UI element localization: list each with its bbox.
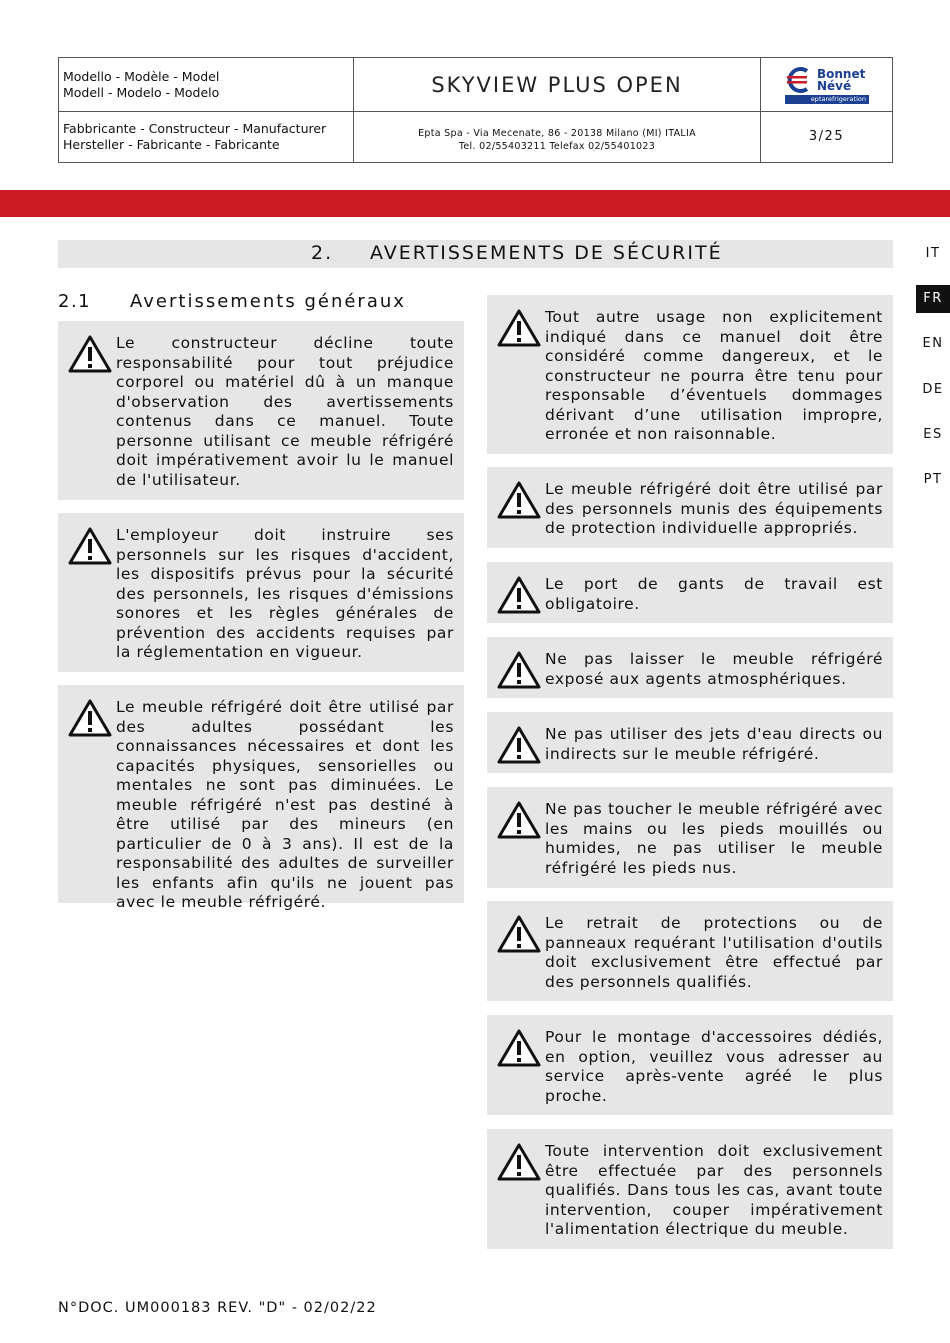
warning-box — [487, 295, 893, 454]
warning-box — [487, 467, 893, 548]
warning-text: Le port de gants de travail est obligatoire. — [545, 575, 883, 613]
lang-tab-pt[interactable]: PT — [916, 466, 950, 494]
warning-box — [487, 1015, 893, 1115]
lang-tab-fr[interactable]: FR — [916, 285, 950, 313]
warning-text: Ne pas laisser le meuble réfrigéré exposé aux agents atmosphériques. — [545, 650, 883, 688]
warning-triangle-icon — [497, 726, 541, 764]
warning-triangle-icon — [497, 576, 541, 614]
warning-text: Le meuble réfrigéré doit être utilisé par des adultes possédant les connaissances nécessaires et dont les capacités physiques, sensorielles ou mentales ne sont pas diminuées. Le meuble réfrigéré n'est pas destiné à être utilisé par des mineurs (en particulier de 0 à 3 ans). Il est de la responsabilité des adultes de surveiller les enfants afin qu'ils ne jouent pas avec le meuble réfrigéré. — [116, 698, 454, 911]
warning-text: Ne pas toucher le meuble réfrigéré avec les mains ou les pieds mouillés ou humides, ne pas utiliser le meuble réfrigéré les pieds nus. — [545, 800, 883, 877]
lang-tab-it[interactable]: IT — [916, 240, 950, 268]
warning-box — [58, 321, 464, 500]
warning-triangle-icon — [497, 309, 541, 347]
warning-box — [487, 787, 893, 888]
warning-text: Le constructeur décline toute responsabilité pour tout préjudice corporel ou matériel dû à un manque d'observation des avertissements contenus dans ce manuel. Toute personne utilisant ce meuble réfrigéré doit impérativement avoir lu le manuel de l'utilisateur. — [116, 334, 454, 489]
warning-triangle-icon — [497, 1143, 541, 1181]
warning-triangle-icon — [497, 481, 541, 519]
document-header — [58, 57, 893, 163]
subsection-title: Avertissements généraux — [130, 291, 406, 312]
warning-triangle-icon — [68, 335, 112, 373]
maker-address-cell — [354, 112, 761, 162]
warning-text: Tout autre usage non explicitement indiqué dans ce manuel doit être considéré comme dangereux, et le constructeur ne pourra être tenu pour responsable d’éventuels dommages dérivant d’une utilisation impropre, erronée et non raisonnable. — [545, 308, 883, 443]
lang-tab-en[interactable]: EN — [916, 330, 950, 358]
bonnet-neve-logo — [785, 66, 871, 106]
model-label-line-1: Modello - Modèle - Model — [63, 69, 220, 84]
warning-text: L'employeur doit instruire ses personnels sur les risques d'accident, les dispositifs prévus pour la sécurité des personnels, les risques d'émissions sonores et les règles générales de prévention des accidents requises par la réglementation en vigueur. — [116, 526, 454, 661]
maker-label-line-2: Hersteller - Fabricante - Fabricante — [63, 137, 280, 152]
warning-text: Toute intervention doit exclusivement être effectuée par des personnels qualifiés. Dans tous les cas, avant toute intervention, couper impérativement l'alimentation électrique du meuble. — [545, 1142, 883, 1238]
section-number: 2. — [311, 242, 334, 264]
red-divider-bar — [0, 190, 950, 217]
model-label-line-2: Modell - Modelo - Modelo — [63, 85, 220, 100]
warning-box — [58, 513, 464, 672]
subsection-number: 2.1 — [58, 291, 92, 312]
maker-address: Epta Spa - Via Mecenate, 86 - 20138 Milano (MI) ITALIA — [418, 128, 696, 139]
logo-brand-line-2: Névé — [817, 79, 852, 93]
page-number: 3/25 — [808, 129, 845, 144]
logo-brand-line-1: Bonnet — [817, 67, 866, 81]
warning-box — [487, 901, 893, 1001]
warning-box — [487, 637, 893, 698]
lang-tab-es[interactable]: ES — [916, 421, 950, 449]
warning-text: Le retrait de protections ou de panneaux requérant l'utilisation d'outils doit exclusivement être effectué par des personnels qualifiés. — [545, 914, 883, 991]
warning-text: Le meuble réfrigéré doit être utilisé par des personnels munis des équipements de protection individuelle appropriés. — [545, 480, 883, 537]
model-label-cell — [59, 58, 354, 112]
warning-text: Ne pas utiliser des jets d'eau directs ou indirects sur le meuble réfrigéré. — [545, 725, 883, 763]
euro-swirl-icon — [785, 66, 815, 94]
logo-cell — [761, 58, 892, 112]
maker-label-cell — [59, 112, 354, 162]
page-number-cell — [761, 112, 892, 162]
warning-triangle-icon — [497, 915, 541, 953]
warning-text: Pour le montage d'accessoires dédiés, en option, veuillez vous adresser au service après-vente agréé le plus proche. — [545, 1028, 883, 1105]
warning-triangle-icon — [497, 651, 541, 689]
section-title: AVERTISSEMENTS DE SÉCURITÉ — [370, 242, 723, 264]
warning-box — [58, 685, 464, 911]
logo-tagline: eptarefrigeration — [785, 95, 869, 104]
section-title-bar — [58, 240, 893, 268]
maker-label-line-1: Fabbricante - Constructeur - Manufacturer — [63, 121, 327, 136]
warning-triangle-icon — [68, 527, 112, 565]
warning-box — [487, 712, 893, 773]
maker-phone: Tel. 02/55403211 Telefax 02/55401023 — [458, 141, 656, 152]
warning-triangle-icon — [497, 1029, 541, 1067]
model-name-cell — [354, 58, 761, 112]
warning-box — [487, 562, 893, 623]
lang-tab-de[interactable]: DE — [916, 376, 950, 404]
warning-triangle-icon — [497, 801, 541, 839]
model-name: SKYVIEW PLUS OPEN — [431, 73, 683, 97]
warning-box — [487, 1129, 893, 1249]
document-footer: N°DOC. UM000183 REV. "D" - 02/02/22 — [58, 1300, 377, 1316]
warning-triangle-icon — [68, 699, 112, 737]
